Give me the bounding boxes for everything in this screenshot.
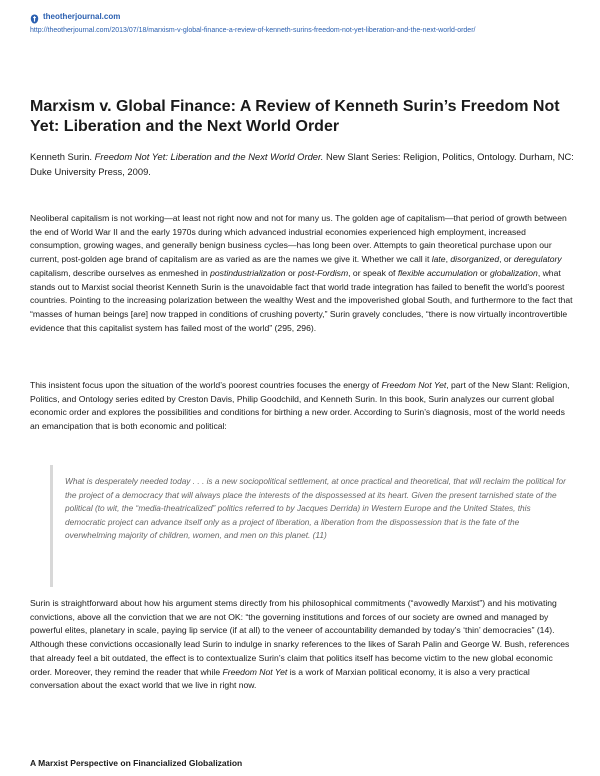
p3-text-b: is a work of Marxian political economy, it is also a very practical conversation about the exact world that we live in right now. xyxy=(30,666,530,691)
p1-text-e: or xyxy=(477,267,491,278)
page-header xyxy=(30,11,570,35)
site-branding xyxy=(30,11,570,21)
p1-term-flexible-accumulation: flexible accumulation xyxy=(397,267,478,278)
p1-sep-1: , xyxy=(445,254,451,265)
p2-text-a: This insistent focus upon the situation of the world’s poorest countries focuses the energy of xyxy=(30,380,382,390)
article-url-link[interactable]: http://theotherjournal.com/2013/07/18/marxism-v-global-finance-a-review-of-kenneth-surins-freedom-not-yet-liberation-and-the-next-world-order/ xyxy=(30,27,476,34)
p1-term-postindustrialization: postindustrialization xyxy=(210,267,286,278)
p1-term-late: late xyxy=(431,254,446,265)
paragraph-3 xyxy=(30,597,575,693)
site-logo-icon xyxy=(30,11,39,21)
section-subheading: A Marxist Perspective on Financialized Globalization xyxy=(30,758,243,768)
citation-book-title: Freedom Not Yet: Liberation and the Next World Order. xyxy=(94,151,324,162)
p2-book-title: Freedom Not Yet xyxy=(381,380,447,390)
p3-book-title: Freedom Not Yet xyxy=(222,666,288,677)
p1-text-f: , what stands out to Marxist social theorist Kenneth Surin is the unavoidable fact that world trade integration has failed to benefit the world’s poorest countries. Pointing to the increasing polarization between the wealthy West and the impoverished global South, and furthermore to the fact that “masses of human beings [are] now trapped in conditions of crushing poverty,” Surin gravely concludes, “there is now virtually incontrovertible evidence that this capitalist system has failed most of the world” (295, 296). xyxy=(30,267,573,333)
p1-text-d: , or speak of xyxy=(348,267,398,278)
book-citation xyxy=(30,149,575,179)
p1-text-a: Neoliberal capitalism is not working—at least not right now and not for many us. The golden age of capitalism—that period of growth between the end of World War II and the early 1970s during which advanced industrial economies experienced high employment, increased consumption, growing wages, and generally benign business cycles—has long been over. Attempts to gain theoretical purchase upon our current, post-golden age brand of capitalism are as varied as are the names we give it. Whether we call it xyxy=(30,213,567,265)
citation-author: Kenneth Surin. xyxy=(30,151,93,162)
blockquote xyxy=(50,465,572,587)
p2-text-b: , part of the New Slant: Religion, Politics, and Ontology series edited by Creston Davis, Philip Goodchild, and Kenneth Surin. In this book, Surin analyzes our current global economic order and explores the possibilities and conditions for birthing a new order. According to Surin’s diagnosis, most of the world needs an emancipation that is both economic and political: xyxy=(30,380,570,432)
site-name-link[interactable]: theotherjournal.com xyxy=(43,11,121,21)
p1-sep-2: , or xyxy=(499,254,514,265)
blockquote-text: What is desperately needed today . . . is a new sociopolitical settlement, at once practical and theoretical, that will reclaim the political for the project of a democracy that will always place the interests of the dispossessed at its heart. Given the present tarnished state of the political (to wit, the “media-theatricalized” politics referred to by Jacques Derrida) in Western Europe and the United States, this democratic project can advance itself only as a project of liberation, a liberation from the dispossession that is the fate of the overwhelming majority of children, women, and men on this planet. (11) xyxy=(65,476,566,541)
paragraph-1 xyxy=(30,212,575,335)
p1-term-disorganized: disorganized xyxy=(450,254,500,265)
citation-publication: New Slant Series: Religion, Politics, Ontology. Durham, NC: Duke University Press, 2009. xyxy=(30,151,574,177)
article-title: Marxism v. Global Finance: A Review of Kenneth Surin’s Freedom Not Yet: Liberation and the Next World Order xyxy=(30,98,560,135)
p3-text-a: Surin is straightforward about how his argument stems directly from his philosophical commitments (“avowedly Marxist”) and his motivating convictions, above all the conviction that we are not OK: “the governing institutions and forces of our society are owned and managed by powerful elites, planetary in scale, paying lip service (if at all) to the veneer of accountability demanded by today’s ‘thin’ democracies” (14). Although these convictions occasionally lead Surin to indulge in snarky references to the likes of Sarah Palin and George W. Bush, references that already feel a bit outdated, the effect is to contextualize Surin’s claim that politics itself has become victim to the new global economic order. Moreover, they remind the reader that while xyxy=(30,598,570,677)
p1-term-globalization: globalization xyxy=(490,267,538,278)
p1-text-b: capitalism, describe ourselves as enmeshed in xyxy=(30,267,211,278)
paragraph-2 xyxy=(30,379,575,434)
p1-text-c: or xyxy=(285,267,298,278)
p1-term-post-fordism: post-Fordism xyxy=(298,267,349,278)
p1-term-deregulatory: deregulatory xyxy=(513,254,562,265)
